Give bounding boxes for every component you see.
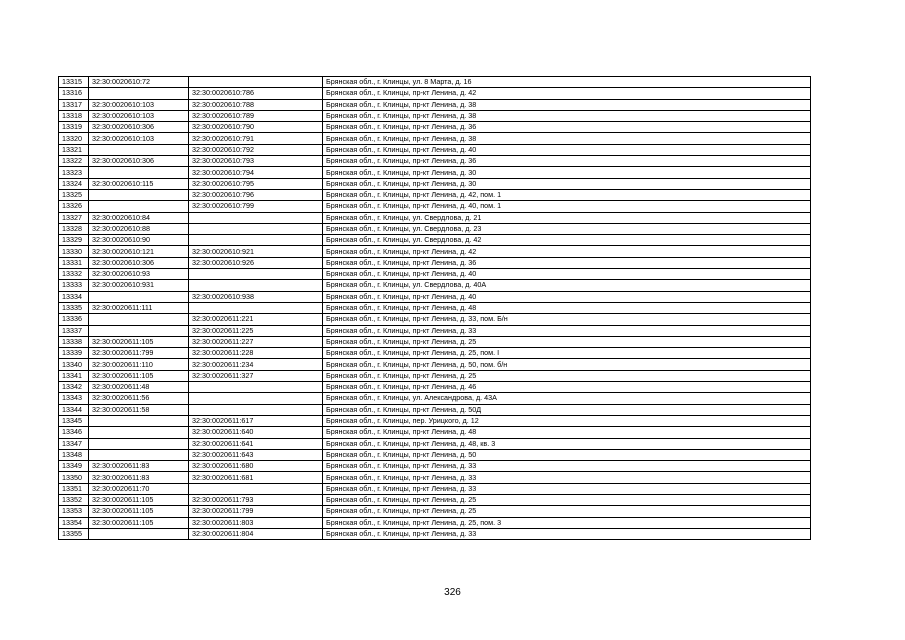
address-cell: Брянская обл., г. Клинцы, ул. Свердлова, д. 40А [323,280,811,291]
address-cell: Брянская обл., г. Клинцы, пр-кт Ленина, д. 25, пом. 3 [323,517,811,528]
land-plot-cadastral-cell: 32:30:0020611:111 [89,302,189,313]
land-plot-cadastral-cell [89,449,189,460]
row-number-cell: 13319 [59,122,89,133]
table-row [59,359,811,370]
address-cell: Брянская обл., г. Клинцы, пр-кт Ленина, д. 48 [323,302,811,313]
table-row [59,393,811,404]
row-number-cell: 13337 [59,325,89,336]
address-cell: Брянская обл., г. Клинцы, пр-кт Ленина, д. 40, пом. 1 [323,201,811,212]
table-row [59,348,811,359]
building-cadastral-cell: 32:30:0020611:617 [189,415,323,426]
table-row [59,449,811,460]
land-plot-cadastral-cell: 32:30:0020611:83 [89,461,189,472]
building-cadastral-cell: 32:30:0020611:681 [189,472,323,483]
building-cadastral-cell: 32:30:0020611:225 [189,325,323,336]
table-row [59,438,811,449]
land-plot-cadastral-cell: 32:30:0020611:56 [89,393,189,404]
address-cell: Брянская обл., г. Клинцы, пр-кт Ленина, д. 36 [323,122,811,133]
address-cell: Брянская обл., г. Клинцы, пр-кт Ленина, д. 48 [323,427,811,438]
row-number-cell: 13352 [59,494,89,505]
row-number-cell: 13350 [59,472,89,483]
address-cell: Брянская обл., г. Клинцы, пр-кт Ленина, д. 40 [323,291,811,302]
table-row [59,528,811,539]
address-cell: Брянская обл., г. Клинцы, пр-кт Ленина, д. 33 [323,461,811,472]
table-row [59,99,811,110]
building-cadastral-cell: 32:30:0020611:234 [189,359,323,370]
row-number-cell: 13321 [59,144,89,155]
building-cadastral-cell: 32:30:0020610:788 [189,99,323,110]
address-cell: Брянская обл., г. Клинцы, пр-кт Ленина, д. 48, кв. 3 [323,438,811,449]
table-row [59,269,811,280]
table-row [59,427,811,438]
address-cell: Брянская обл., г. Клинцы, пр-кт Ленина, д. 25 [323,494,811,505]
address-cell: Брянская обл., г. Клинцы, пр-кт Ленина, д. 36 [323,156,811,167]
land-plot-cadastral-cell: 32:30:0020610:306 [89,257,189,268]
table-row [59,223,811,234]
building-cadastral-cell [189,235,323,246]
building-cadastral-cell [189,404,323,415]
address-cell: Брянская обл., г. Клинцы, пр-кт Ленина, д. 25 [323,506,811,517]
table-row [59,88,811,99]
row-number-cell: 13344 [59,404,89,415]
table-row [59,156,811,167]
row-number-cell: 13317 [59,99,89,110]
building-cadastral-cell: 32:30:0020611:804 [189,528,323,539]
building-cadastral-cell: 32:30:0020610:799 [189,201,323,212]
building-cadastral-cell: 32:30:0020611:803 [189,517,323,528]
building-cadastral-cell: 32:30:0020610:795 [189,178,323,189]
row-number-cell: 13338 [59,336,89,347]
address-cell: Брянская обл., г. Клинцы, пр-кт Ленина, д. 42 [323,246,811,257]
land-plot-cadastral-cell: 32:30:0020611:110 [89,359,189,370]
row-number-cell: 13324 [59,178,89,189]
building-cadastral-cell: 32:30:0020610:790 [189,122,323,133]
address-cell: Брянская обл., г. Клинцы, пр-кт Ленина, д. 36 [323,257,811,268]
cadastral-registry-table [58,76,811,540]
building-cadastral-cell: 32:30:0020610:792 [189,144,323,155]
land-plot-cadastral-cell: 32:30:0020610:306 [89,122,189,133]
row-number-cell: 13315 [59,77,89,88]
table-row [59,382,811,393]
row-number-cell: 13336 [59,314,89,325]
building-cadastral-cell [189,223,323,234]
land-plot-cadastral-cell [89,291,189,302]
row-number-cell: 13323 [59,167,89,178]
table-row [59,415,811,426]
table-row [59,201,811,212]
row-number-cell: 13329 [59,235,89,246]
table-row [59,336,811,347]
building-cadastral-cell: 32:30:0020610:794 [189,167,323,178]
land-plot-cadastral-cell [89,427,189,438]
address-cell: Брянская обл., г. Клинцы, пр-кт Ленина, д. 33 [323,528,811,539]
table-row [59,302,811,313]
table-row [59,291,811,302]
address-cell: Брянская обл., г. Клинцы, ул. Свердлова, д. 23 [323,223,811,234]
land-plot-cadastral-cell [89,325,189,336]
address-cell: Брянская обл., г. Клинцы, пр-кт Ленина, д. 38 [323,99,811,110]
building-cadastral-cell: 32:30:0020611:327 [189,370,323,381]
land-plot-cadastral-cell [89,189,189,200]
row-number-cell: 13318 [59,110,89,121]
table-row [59,189,811,200]
land-plot-cadastral-cell: 32:30:0020610:93 [89,269,189,280]
table-row [59,370,811,381]
building-cadastral-cell [189,77,323,88]
building-cadastral-cell: 32:30:0020611:227 [189,336,323,347]
land-plot-cadastral-cell: 32:30:0020610:306 [89,156,189,167]
building-cadastral-cell: 32:30:0020610:789 [189,110,323,121]
address-cell: Брянская обл., г. Клинцы, пр-кт Ленина, д. 33 [323,472,811,483]
table-row [59,404,811,415]
table-row [59,325,811,336]
row-number-cell: 13331 [59,257,89,268]
table-row [59,235,811,246]
row-number-cell: 13330 [59,246,89,257]
land-plot-cadastral-cell [89,415,189,426]
land-plot-cadastral-cell [89,88,189,99]
table-row [59,280,811,291]
address-cell: Брянская обл., г. Клинцы, пр-кт Ленина, д. 30 [323,167,811,178]
table-row [59,167,811,178]
page-number: 326 [444,587,461,598]
building-cadastral-cell [189,382,323,393]
address-cell: Брянская обл., г. Клинцы, пр-кт Ленина, д. 33 [323,483,811,494]
building-cadastral-cell [189,280,323,291]
address-cell: Брянская обл., г. Клинцы, пр-кт Ленина, д. 38 [323,110,811,121]
table-row [59,122,811,133]
land-plot-cadastral-cell [89,314,189,325]
row-number-cell: 13354 [59,517,89,528]
table-row [59,257,811,268]
land-plot-cadastral-cell: 32:30:0020611:105 [89,494,189,505]
address-cell: Брянская обл., г. Клинцы, ул. 8 Марта, д. 16 [323,77,811,88]
address-cell: Брянская обл., г. Клинцы, ул. Свердлова, д. 21 [323,212,811,223]
table-row [59,517,811,528]
row-number-cell: 13340 [59,359,89,370]
building-cadastral-cell: 32:30:0020610:938 [189,291,323,302]
land-plot-cadastral-cell: 32:30:0020611:105 [89,370,189,381]
row-number-cell: 13355 [59,528,89,539]
row-number-cell: 13353 [59,506,89,517]
table-row [59,461,811,472]
row-number-cell: 13339 [59,348,89,359]
land-plot-cadastral-cell: 32:30:0020610:103 [89,133,189,144]
land-plot-cadastral-cell: 32:30:0020611:70 [89,483,189,494]
address-cell: Брянская обл., г. Клинцы, пр-кт Ленина, д. 42, пом. 1 [323,189,811,200]
building-cadastral-cell: 32:30:0020610:796 [189,189,323,200]
land-plot-cadastral-cell: 32:30:0020610:90 [89,235,189,246]
building-cadastral-cell: 32:30:0020611:643 [189,449,323,460]
row-number-cell: 13327 [59,212,89,223]
building-cadastral-cell: 32:30:0020611:680 [189,461,323,472]
address-cell: Брянская обл., г. Клинцы, пр-кт Ленина, д. 30 [323,178,811,189]
address-cell: Брянская обл., г. Клинцы, пр-кт Ленина, д. 25 [323,370,811,381]
row-number-cell: 13316 [59,88,89,99]
building-cadastral-cell [189,302,323,313]
table-row [59,77,811,88]
row-number-cell: 13335 [59,302,89,313]
row-number-cell: 13342 [59,382,89,393]
table-body [59,77,811,540]
land-plot-cadastral-cell [89,144,189,155]
building-cadastral-cell: 32:30:0020610:921 [189,246,323,257]
address-cell: Брянская обл., г. Клинцы, ул. Свердлова, д. 42 [323,235,811,246]
table-row [59,494,811,505]
address-cell: Брянская обл., г. Клинцы, пр-кт Ленина, д. 38 [323,133,811,144]
building-cadastral-cell: 32:30:0020611:793 [189,494,323,505]
address-cell: Брянская обл., г. Клинцы, пр-кт Ленина, д. 40 [323,144,811,155]
row-number-cell: 13351 [59,483,89,494]
land-plot-cadastral-cell: 32:30:0020611:58 [89,404,189,415]
row-number-cell: 13334 [59,291,89,302]
building-cadastral-cell: 32:30:0020610:786 [189,88,323,99]
row-number-cell: 13333 [59,280,89,291]
land-plot-cadastral-cell: 32:30:0020611:799 [89,348,189,359]
row-number-cell: 13332 [59,269,89,280]
building-cadastral-cell [189,393,323,404]
land-plot-cadastral-cell: 32:30:0020610:103 [89,99,189,110]
land-plot-cadastral-cell: 32:30:0020611:105 [89,506,189,517]
building-cadastral-cell: 32:30:0020610:793 [189,156,323,167]
address-cell: Брянская обл., г. Клинцы, пр-кт Ленина, д. 50, пом. б/н [323,359,811,370]
row-number-cell: 13343 [59,393,89,404]
address-cell: Брянская обл., г. Клинцы, пр-кт Ленина, д. 33, пом. Б/н [323,314,811,325]
address-cell: Брянская обл., г. Клинцы, пр-кт Ленина, д. 25, пом. I [323,348,811,359]
building-cadastral-cell: 32:30:0020611:641 [189,438,323,449]
row-number-cell: 13349 [59,461,89,472]
address-cell: Брянская обл., г. Клинцы, пр-кт Ленина, д. 46 [323,382,811,393]
table-row [59,178,811,189]
land-plot-cadastral-cell: 32:30:0020610:88 [89,223,189,234]
land-plot-cadastral-cell: 32:30:0020611:48 [89,382,189,393]
address-cell: Брянская обл., г. Клинцы, пр-кт Ленина, д. 33 [323,325,811,336]
building-cadastral-cell: 32:30:0020610:791 [189,133,323,144]
land-plot-cadastral-cell [89,528,189,539]
table-row [59,133,811,144]
row-number-cell: 13325 [59,189,89,200]
address-cell: Брянская обл., г. Клинцы, пр-кт Ленина, д. 50Д [323,404,811,415]
table-row [59,144,811,155]
address-cell: Брянская обл., г. Клинцы, пер. Урицкого, д. 12 [323,415,811,426]
land-plot-cadastral-cell: 32:30:0020610:103 [89,110,189,121]
building-cadastral-cell [189,483,323,494]
row-number-cell: 13348 [59,449,89,460]
land-plot-cadastral-cell [89,201,189,212]
row-number-cell: 13326 [59,201,89,212]
row-number-cell: 13347 [59,438,89,449]
row-number-cell: 13346 [59,427,89,438]
table-row [59,212,811,223]
address-cell: Брянская обл., г. Клинцы, пр-кт Ленина, д. 40 [323,269,811,280]
land-plot-cadastral-cell [89,438,189,449]
table-row [59,483,811,494]
building-cadastral-cell: 32:30:0020610:926 [189,257,323,268]
building-cadastral-cell: 32:30:0020611:799 [189,506,323,517]
table-row [59,314,811,325]
land-plot-cadastral-cell: 32:30:0020611:105 [89,336,189,347]
land-plot-cadastral-cell: 32:30:0020610:72 [89,77,189,88]
table-row [59,246,811,257]
land-plot-cadastral-cell: 32:30:0020611:105 [89,517,189,528]
table-row [59,110,811,121]
land-plot-cadastral-cell: 32:30:0020610:115 [89,178,189,189]
row-number-cell: 13328 [59,223,89,234]
building-cadastral-cell: 32:30:0020611:221 [189,314,323,325]
land-plot-cadastral-cell: 32:30:0020611:83 [89,472,189,483]
row-number-cell: 13341 [59,370,89,381]
building-cadastral-cell [189,269,323,280]
table-row [59,506,811,517]
building-cadastral-cell: 32:30:0020611:228 [189,348,323,359]
building-cadastral-cell: 32:30:0020611:640 [189,427,323,438]
land-plot-cadastral-cell: 32:30:0020610:121 [89,246,189,257]
table-row [59,472,811,483]
address-cell: Брянская обл., г. Клинцы, пр-кт Ленина, д. 25 [323,336,811,347]
land-plot-cadastral-cell: 32:30:0020610:84 [89,212,189,223]
row-number-cell: 13322 [59,156,89,167]
address-cell: Брянская обл., г. Клинцы, пр-кт Ленина, д. 50 [323,449,811,460]
building-cadastral-cell [189,212,323,223]
row-number-cell: 13345 [59,415,89,426]
land-plot-cadastral-cell [89,167,189,178]
row-number-cell: 13320 [59,133,89,144]
land-plot-cadastral-cell: 32:30:0020610:931 [89,280,189,291]
address-cell: Брянская обл., г. Клинцы, пр-кт Ленина, д. 42 [323,88,811,99]
address-cell: Брянская обл., г. Клинцы, ул. Александрова, д. 43А [323,393,811,404]
